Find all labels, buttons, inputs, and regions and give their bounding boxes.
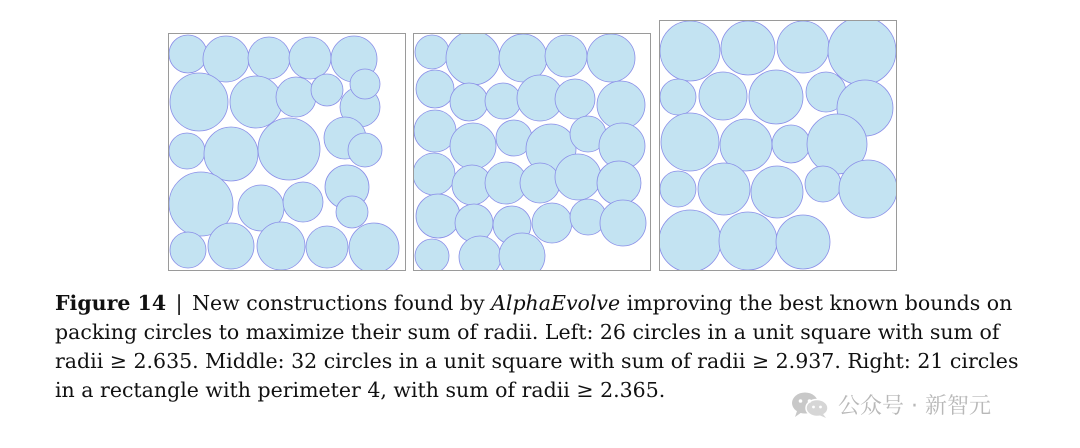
left-packed-circle bbox=[283, 182, 323, 222]
circle-packing-left-svg bbox=[169, 34, 405, 270]
middle-packed-circle bbox=[532, 203, 572, 243]
left-packed-circle bbox=[169, 133, 205, 169]
right-packed-circle bbox=[805, 166, 841, 202]
middle-packed-circle bbox=[450, 83, 488, 121]
left-packed-circle bbox=[289, 37, 331, 79]
right-packed-circle bbox=[660, 79, 696, 115]
right-packed-circle bbox=[698, 163, 750, 215]
circle-packing-right-panel bbox=[659, 20, 897, 271]
middle-packed-circle bbox=[416, 70, 454, 108]
circle-packing-middle-svg bbox=[414, 34, 650, 270]
right-packed-circle bbox=[776, 215, 830, 269]
figure-caption bbox=[55, 289, 1025, 405]
caption-text-before: New constructions found by bbox=[192, 291, 485, 315]
right-packed-circle bbox=[828, 21, 896, 85]
middle-packed-circle bbox=[520, 163, 560, 203]
middle-packed-circle bbox=[485, 83, 521, 119]
figure-label: Figure 14 bbox=[55, 291, 167, 315]
system-name: AlphaEvolve bbox=[491, 291, 621, 315]
middle-packed-circle bbox=[587, 34, 635, 82]
circle-packing-right-svg bbox=[660, 21, 896, 270]
right-packed-circle bbox=[660, 171, 696, 207]
right-packed-circle bbox=[777, 21, 829, 73]
middle-packed-circle bbox=[415, 239, 449, 270]
left-packed-circle bbox=[169, 35, 207, 73]
circle-packing-left-panel bbox=[168, 33, 406, 271]
right-packed-circle bbox=[751, 166, 803, 218]
left-packed-circle bbox=[208, 223, 254, 269]
watermark bbox=[790, 389, 991, 420]
circle-packing-middle-panel bbox=[413, 33, 651, 271]
wechat-icon bbox=[790, 391, 830, 419]
left-packed-circle bbox=[348, 133, 382, 167]
right-packed-circle bbox=[719, 212, 777, 270]
left-packed-circle bbox=[350, 69, 380, 99]
middle-packed-circle bbox=[446, 34, 500, 85]
middle-packed-circle bbox=[600, 200, 646, 246]
left-packed-circle bbox=[257, 222, 305, 270]
right-packed-circle bbox=[749, 70, 803, 124]
left-packed-circle bbox=[336, 196, 368, 228]
left-packed-circle bbox=[248, 37, 290, 79]
right-packed-circle bbox=[660, 21, 720, 81]
right-packed-circle bbox=[660, 210, 721, 270]
middle-packed-circle bbox=[414, 153, 455, 195]
middle-packed-circle bbox=[459, 236, 501, 270]
left-packed-circle bbox=[349, 223, 399, 270]
middle-packed-circle bbox=[555, 154, 601, 200]
left-packed-circle bbox=[230, 76, 282, 128]
left-packed-circle bbox=[311, 74, 343, 106]
left-packed-circle bbox=[276, 77, 316, 117]
middle-packed-circle bbox=[555, 79, 595, 119]
right-packed-circle bbox=[721, 21, 775, 75]
right-packed-circle bbox=[839, 160, 896, 218]
left-packed-circle bbox=[258, 118, 320, 180]
middle-packed-circle bbox=[597, 161, 641, 205]
caption-separator: | bbox=[175, 291, 183, 315]
middle-packed-circle bbox=[415, 35, 449, 69]
right-packed-circle bbox=[661, 113, 719, 171]
middle-packed-circle bbox=[545, 35, 587, 77]
left-packed-circle bbox=[170, 73, 228, 131]
middle-packed-circle bbox=[450, 123, 496, 169]
middle-packed-circle bbox=[597, 81, 645, 129]
middle-packed-circle bbox=[416, 194, 460, 238]
right-packed-circle bbox=[699, 72, 747, 120]
left-packed-circle bbox=[170, 232, 206, 268]
left-packed-circle bbox=[204, 127, 258, 181]
middle-packed-circle bbox=[455, 204, 493, 242]
watermark-text: 公众号 · 新智元 bbox=[838, 394, 991, 419]
right-packed-circle bbox=[772, 125, 810, 163]
caption-text-after: improving the best known bounds on packing circles to maximize their sum of radii. Left: 26 circles in a unit square with sum of radii ≥ 2.635. Middle: 32 circles in a unit square with sum of radii ≥ 2.937. Right: 21 circles in a rectangle with perimeter 4, with sum of radii ≥ 2.365. bbox=[55, 291, 1019, 402]
left-packed-circle bbox=[306, 226, 348, 268]
